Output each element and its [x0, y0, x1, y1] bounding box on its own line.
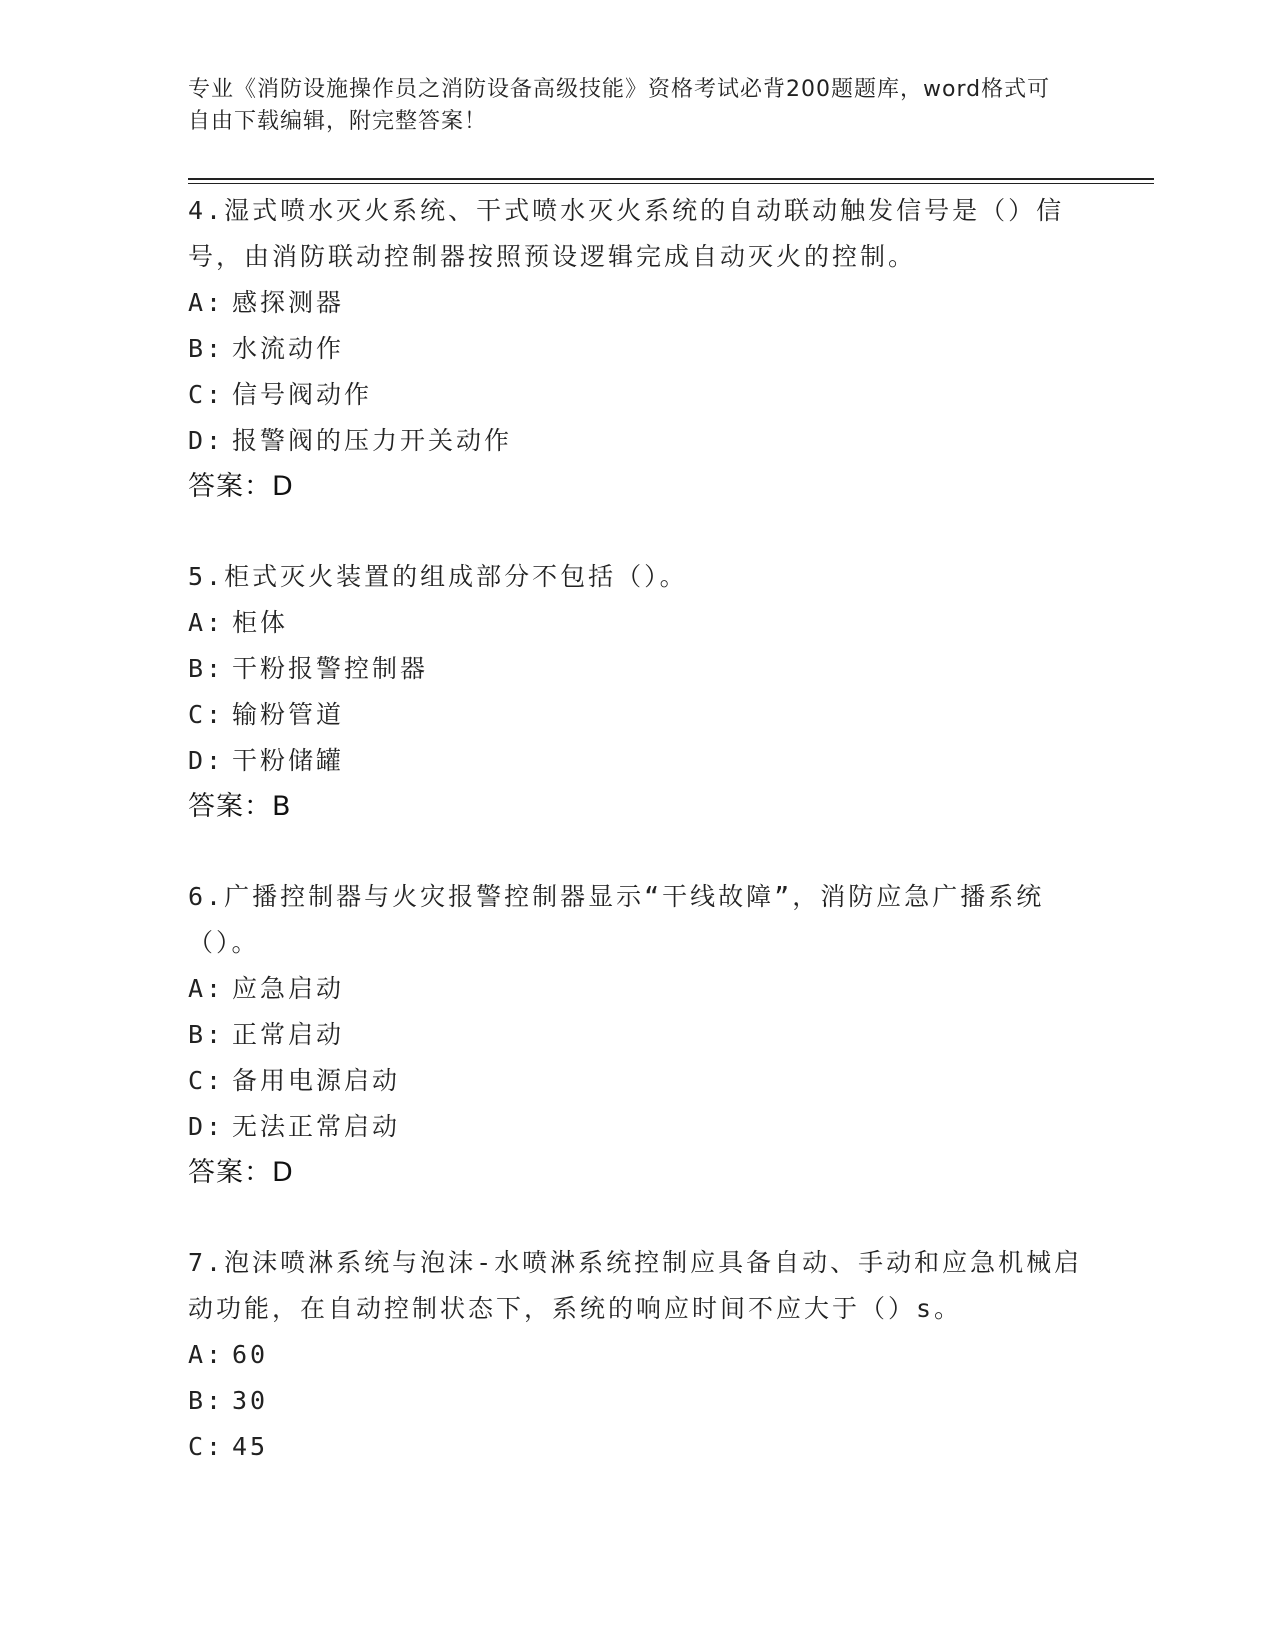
option-text: 输粉管道 — [232, 700, 345, 729]
answer: 答案：D — [188, 1157, 294, 1188]
option-b — [188, 1378, 1088, 1424]
option-c — [188, 372, 1088, 418]
option-c — [188, 1058, 1088, 1104]
question-5 — [188, 554, 1088, 830]
option-a — [188, 600, 1088, 646]
option-key: D: — [188, 426, 225, 455]
option-key: D: — [188, 1112, 225, 1141]
option-key: B: — [188, 1386, 225, 1415]
option-key: B: — [188, 654, 225, 683]
option-d — [188, 738, 1088, 784]
option-key: A: — [188, 974, 225, 1003]
question-7 — [188, 1240, 1088, 1470]
option-text: 干粉报警控制器 — [232, 654, 429, 683]
option-key: C: — [188, 1432, 225, 1461]
question-stem: 5.柜式灭火装置的组成部分不包括（）。 — [188, 562, 688, 591]
option-text: 备用电源启动 — [232, 1066, 401, 1095]
option-a — [188, 1332, 1088, 1378]
question-stem: 4.湿式喷水灭火系统、干式喷水灭火系统的自动联动触发信号是（）信号，由消防联动控制器按照预设逻辑完成自动灭火的控制。 — [188, 196, 1065, 271]
option-key: B: — [188, 1020, 225, 1049]
option-key: C: — [188, 380, 225, 409]
option-text: 柜体 — [232, 608, 289, 637]
option-d — [188, 1104, 1088, 1150]
option-text: 正常启动 — [232, 1020, 345, 1049]
document-header: 专业《消防设施操作员之消防设备高级技能》资格考试必背200题题库，word格式可自由下载编辑，附完整答案！ — [188, 77, 1051, 134]
option-key: A: — [188, 608, 225, 637]
option-key: A: — [188, 1340, 225, 1369]
option-key: B: — [188, 334, 225, 363]
question-6 — [188, 874, 1088, 1196]
question-stem: 6.广播控制器与火灾报警控制器显示“干线故障”，消防应急广播系统（）。 — [188, 882, 1045, 957]
answer: 答案：B — [188, 791, 292, 822]
option-d — [188, 418, 1088, 464]
option-text: 感探测器 — [232, 288, 345, 317]
option-b — [188, 326, 1088, 372]
option-key: C: — [188, 1066, 225, 1095]
option-a — [188, 280, 1088, 326]
option-key: C: — [188, 700, 225, 729]
option-key: A: — [188, 288, 225, 317]
question-stem: 7.泡沫喷淋系统与泡沫-水喷淋系统控制应具备自动、手动和应急机械启动功能，在自动控制状态下，系统的响应时间不应大于（）s。 — [188, 1248, 1083, 1323]
option-a — [188, 966, 1088, 1012]
option-text: 无法正常启动 — [232, 1112, 401, 1141]
option-b — [188, 1012, 1088, 1058]
option-c — [188, 1424, 1088, 1470]
question-list — [188, 188, 1088, 1514]
answer: 答案：D — [188, 471, 294, 502]
header-rule-thin — [188, 183, 1154, 184]
option-c — [188, 692, 1088, 738]
question-4 — [188, 188, 1088, 510]
option-text: 60 — [232, 1340, 269, 1369]
header-rule-thick — [188, 178, 1154, 180]
option-text: 干粉储罐 — [232, 746, 345, 775]
option-text: 水流动作 — [232, 334, 345, 363]
option-text: 30 — [232, 1386, 269, 1415]
option-text: 应急启动 — [232, 974, 345, 1003]
option-text: 报警阀的压力开关动作 — [232, 426, 513, 455]
option-key: D: — [188, 746, 225, 775]
option-text: 45 — [232, 1432, 269, 1461]
option-b — [188, 646, 1088, 692]
option-text: 信号阀动作 — [232, 380, 373, 409]
